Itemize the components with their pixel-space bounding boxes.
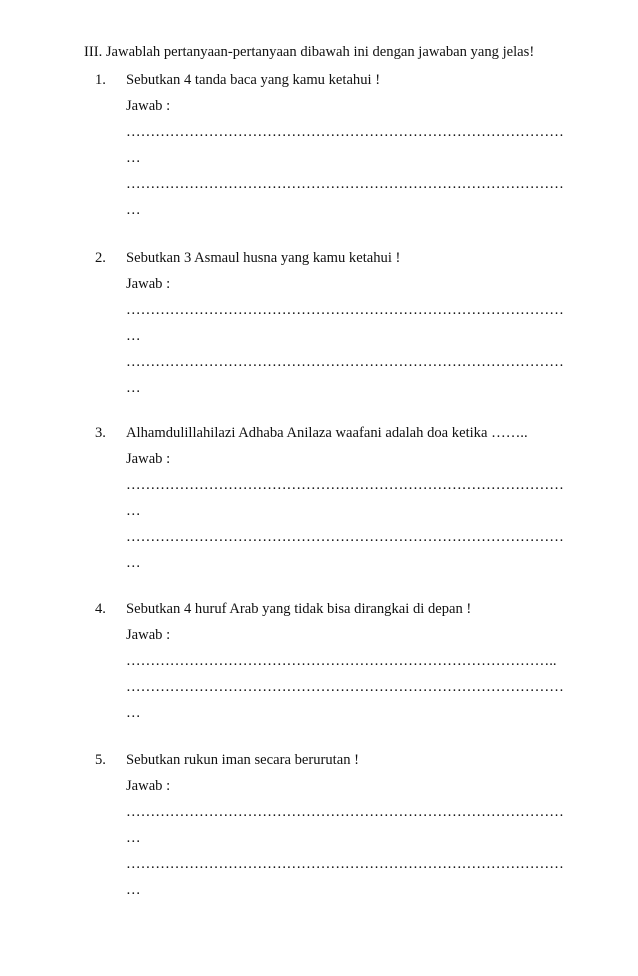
question-number: 1. xyxy=(95,72,106,88)
question-number: 5. xyxy=(95,752,106,768)
answer-line: ……………………………………………………………………………… xyxy=(126,176,564,192)
question-text: Sebutkan 4 huruf Arab yang tidak bisa dirangkai di depan ! xyxy=(126,601,472,617)
question-number: 2. xyxy=(95,250,106,266)
answer-line: ……………………………………………………………………………… xyxy=(126,354,564,370)
answer-line: ……………………………………………………………………………… xyxy=(126,124,564,140)
answer-line: … xyxy=(126,830,141,846)
answer-label: Jawab : xyxy=(126,276,171,292)
answer-line: …………………………………………………………………………….. xyxy=(126,653,557,669)
answer-line: … xyxy=(126,555,141,571)
answer-line: … xyxy=(126,705,141,721)
answer-label: Jawab : xyxy=(126,98,171,114)
answer-line: … xyxy=(126,380,141,396)
answer-line: ……………………………………………………………………………… xyxy=(126,529,564,545)
question-number: 4. xyxy=(95,601,106,617)
question-text: Sebutkan rukun iman secara berurutan ! xyxy=(126,752,360,768)
answer-line: … xyxy=(126,503,141,519)
answer-line: … xyxy=(126,882,141,898)
question-text: Sebutkan 3 Asmaul husna yang kamu ketahui ! xyxy=(126,250,401,266)
answer-line: … xyxy=(126,150,141,166)
question-text: Sebutkan 4 tanda baca yang kamu ketahui ! xyxy=(126,72,381,88)
answer-line: ……………………………………………………………………………… xyxy=(126,477,564,493)
answer-label: Jawab : xyxy=(126,451,171,467)
question-number: 3. xyxy=(95,425,106,441)
answer-line: ……………………………………………………………………………… xyxy=(126,804,564,820)
answer-line: ……………………………………………………………………………… xyxy=(126,679,564,695)
answer-line: ……………………………………………………………………………… xyxy=(126,302,564,318)
answer-line: … xyxy=(126,202,141,218)
answer-label: Jawab : xyxy=(126,627,171,643)
answer-line: ……………………………………………………………………………… xyxy=(126,856,564,872)
answer-line: … xyxy=(126,328,141,344)
question-text: Alhamdulillahilazi Adhaba Anilaza waafani adalah doa ketika …….. xyxy=(126,425,528,441)
section-heading: III. Jawablah pertanyaan-pertanyaan dibawah ini dengan jawaban yang jelas! xyxy=(84,44,535,60)
answer-label: Jawab : xyxy=(126,778,171,794)
